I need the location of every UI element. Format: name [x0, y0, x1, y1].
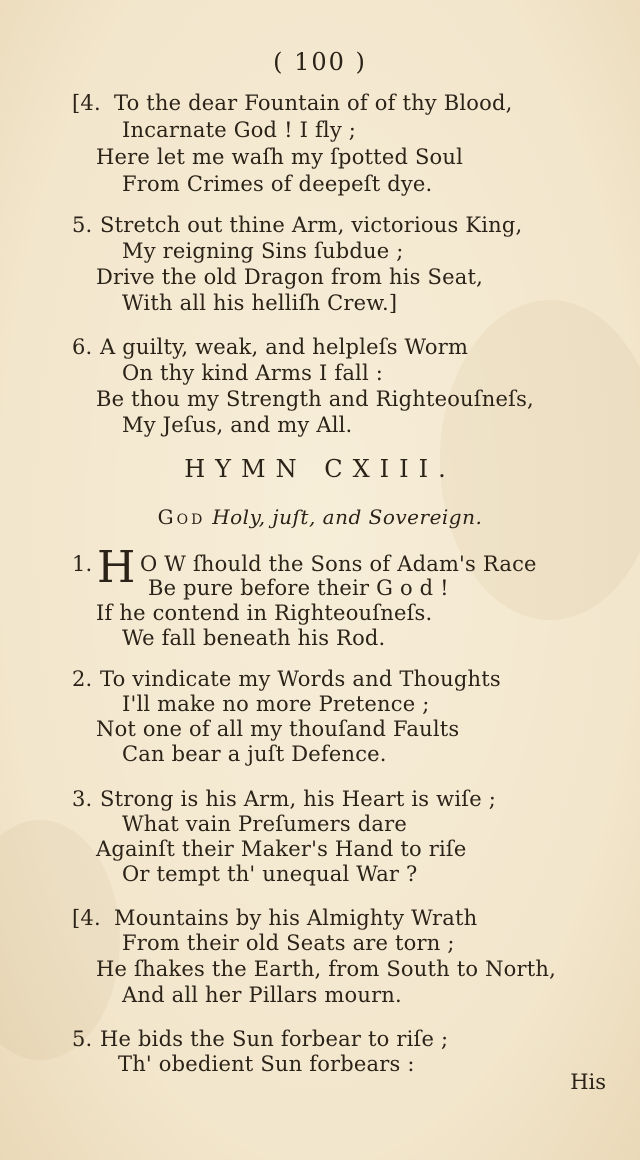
- verse-line: Or tempt th' unequal War ?: [122, 862, 418, 886]
- catchword: His: [570, 1070, 606, 1094]
- drop-cap: H: [97, 542, 136, 593]
- verse-line: Be pure before their G o d !: [148, 576, 449, 600]
- hymn-title: HYMN CXIII.: [184, 455, 456, 483]
- verse-line: What vain Preſumers dare: [122, 812, 407, 836]
- stanza-number: [4.: [72, 91, 101, 115]
- verse-line: O W ſhould the Sons of Adam's Race: [140, 552, 537, 576]
- stanza-number: 1.: [72, 552, 93, 576]
- stanza-number: 6.: [72, 335, 93, 359]
- subtitle-god: God: [157, 505, 206, 529]
- hymn-subtitle: [0, 505, 640, 529]
- stanza-number: 2.: [72, 667, 93, 691]
- verse-line: To vindicate my Words and Thoughts: [100, 667, 501, 691]
- verse-line: If he contend in Righteouſneſs.: [96, 601, 433, 625]
- verse-line: Be thou my Strength and Righteouſneſs,: [96, 387, 534, 411]
- verse-line: My Jeſus, and my All.: [122, 413, 353, 437]
- stanza-number: 5.: [72, 1027, 93, 1051]
- verse-line: He ſhakes the Earth, from South to North,: [96, 957, 556, 981]
- verse-line: Here let me waſh my ſpotted Soul: [96, 145, 464, 169]
- verse-line: Th' obedient Sun forbears :: [118, 1052, 415, 1076]
- subtitle-italic: Holy, juſt, and Sovereign.: [212, 505, 483, 529]
- page-number: ( 100 ): [273, 48, 367, 76]
- verse-line: Strong is his Arm, his Heart is wiſe ;: [100, 787, 496, 811]
- verse-line: A guilty, weak, and helpleſs Worm: [100, 335, 469, 359]
- stanza-number: 3.: [72, 787, 93, 811]
- verse-line: Stretch out thine Arm, victorious King,: [100, 213, 523, 237]
- verse-line: Incarnate God ! I fly ;: [122, 118, 357, 142]
- stanza-number: 5.: [72, 213, 93, 237]
- verse-line: Can bear a juſt Defence.: [122, 742, 387, 766]
- verse-line: Againſt their Maker's Hand to riſe: [96, 837, 467, 861]
- verse-line: On thy kind Arms I fall :: [122, 361, 384, 385]
- verse-line: He bids the Sun forbear to riſe ;: [100, 1027, 449, 1051]
- verse-line: We fall beneath his Rod.: [122, 626, 386, 650]
- verse-line: Mountains by his Almighty Wrath: [114, 906, 478, 930]
- verse-line: From Crimes of deepeſt dye.: [122, 172, 433, 196]
- stanza-number: [4.: [72, 906, 101, 930]
- verse-line: With all his helliſh Crew.]: [122, 291, 398, 315]
- verse-line: From their old Seats are torn ;: [122, 931, 455, 955]
- verse-line: My reigning Sins ſubdue ;: [122, 239, 404, 263]
- verse-line: To the dear Fountain of of thy Blood,: [114, 91, 513, 115]
- verse-line: And all her Pillars mourn.: [122, 983, 402, 1007]
- verse-line: Not one of all my thouſand Faults: [96, 717, 460, 741]
- verse-line: Drive the old Dragon from his Seat,: [96, 265, 483, 289]
- verse-line: I'll make no more Pretence ;: [122, 692, 430, 716]
